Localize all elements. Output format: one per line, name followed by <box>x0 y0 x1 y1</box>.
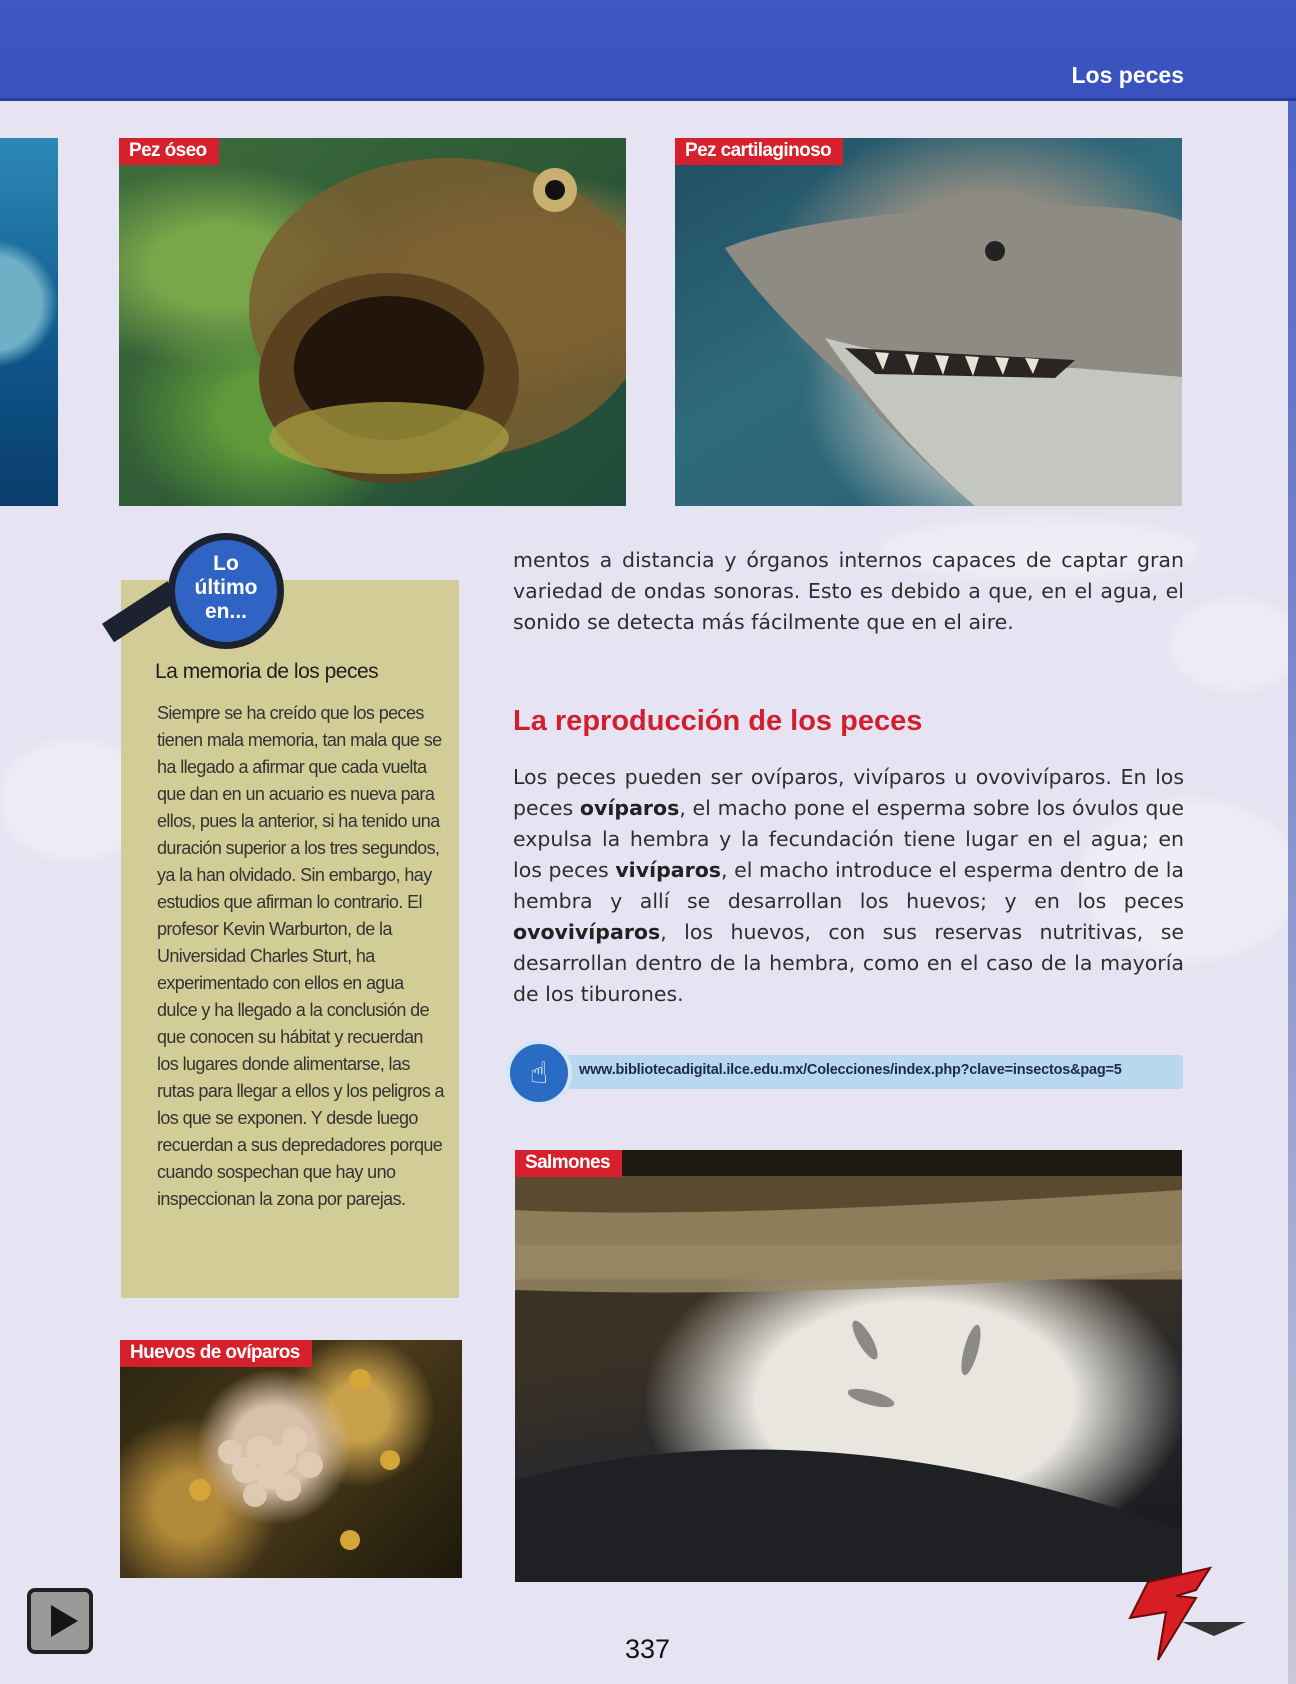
oviparous-eggs-photo <box>120 1340 462 1578</box>
badge-line: último <box>194 576 258 599</box>
web-link-url[interactable]: www.bibliotecadigital.ilce.edu.mx/Colecciones/index.php?clave=insectos&pag=5 <box>579 1062 1122 1078</box>
whale-shark-photo <box>0 138 58 506</box>
salmon-illustration <box>515 1150 1182 1582</box>
photo-label-eggs: Huevos de ovíparos <box>120 1340 312 1367</box>
page-number: 337 <box>625 1634 671 1664</box>
intro-paragraph: mentos a distancia y órganos internos capaces de captar gran variedad de ondas sonoras. Esto es debido a que, en el agua, el sonido se detecta más fácilmente que en el aire. <box>513 548 1184 634</box>
term-viviparous: vivíparos <box>615 858 721 882</box>
grouper-illustration <box>119 138 626 506</box>
page-edge-band <box>1288 0 1296 1684</box>
red-lightning-logo <box>1118 1564 1248 1664</box>
term-oviparous: ovíparos <box>579 796 680 820</box>
term-ovoviviparous: ovovivíparos <box>513 920 661 944</box>
chapter-title: Los peces <box>1071 62 1184 88</box>
badge-line: en... <box>204 600 247 623</box>
background-fish-shape <box>1170 600 1296 690</box>
latest-in-badge <box>195 552 258 624</box>
badge-line: Lo <box>213 552 239 575</box>
magnifying-glass-icon <box>168 533 284 649</box>
cartilaginous-fish-photo <box>675 138 1182 506</box>
sidebar-body: Siempre se ha creído que los peces tienen mala memoria, tan mala que se ha llegado a afirmar que cada vuelta que dan en un acuario es nueva para ellos, pues la anterior, si ha tenido una duración superior a los tres segundos, ya la han olvidado. Sin embargo, hay estudios que afirman lo contrario. El profesor Kevin Warburton, de la Universidad Charles Sturt, ha experimentado con ellos en agua dulce y ha llegado a la conclusión de que conocen su hábitat y recuerdan los lugares donde alimentarse, las rutas para llegar a ellos y los peligros a los que se exponen. Y desde luego recuerdan a sus depredadores porque cuando sospechan que hay uno inspeccionan la zona por parejas. <box>157 703 444 1209</box>
photo-label-salmon: Salmones <box>515 1150 622 1177</box>
reproduction-paragraph: Los peces pueden ser ovíparos, vivíparos u ovovivíparos. En los peces ovíparos, el macho pone el esperma sobre los óvulos que expulsa la hembra y la fecundación tiene lugar en el agua; en los peces vivíparos, el macho introduce el esperma dentro de la hembra y allí se desarrollan los huevos; y en los peces ovovivíparos, los huevos, con sus reservas nutritivas, se desarrollan dentro de la hembra, como en el caso de la mayoría de los tiburones. <box>513 765 1184 1006</box>
photo-label-bony-fish: Pez óseo <box>119 138 219 165</box>
eggs-illustration <box>120 1340 462 1578</box>
chapter-header <box>0 0 1296 101</box>
salmon-waterfall-photo <box>515 1150 1182 1582</box>
pointing-hand-icon[interactable]: ☝ <box>506 1040 572 1106</box>
play-button[interactable] <box>27 1588 93 1654</box>
sidebar-title: La memoria de los peces <box>155 660 379 683</box>
photo-label-cartilaginous-fish: Pez cartilaginoso <box>675 138 843 165</box>
bony-fish-photo <box>119 138 626 506</box>
section-heading: La reproducción de los peces <box>513 705 923 737</box>
shark-illustration <box>675 138 1182 506</box>
